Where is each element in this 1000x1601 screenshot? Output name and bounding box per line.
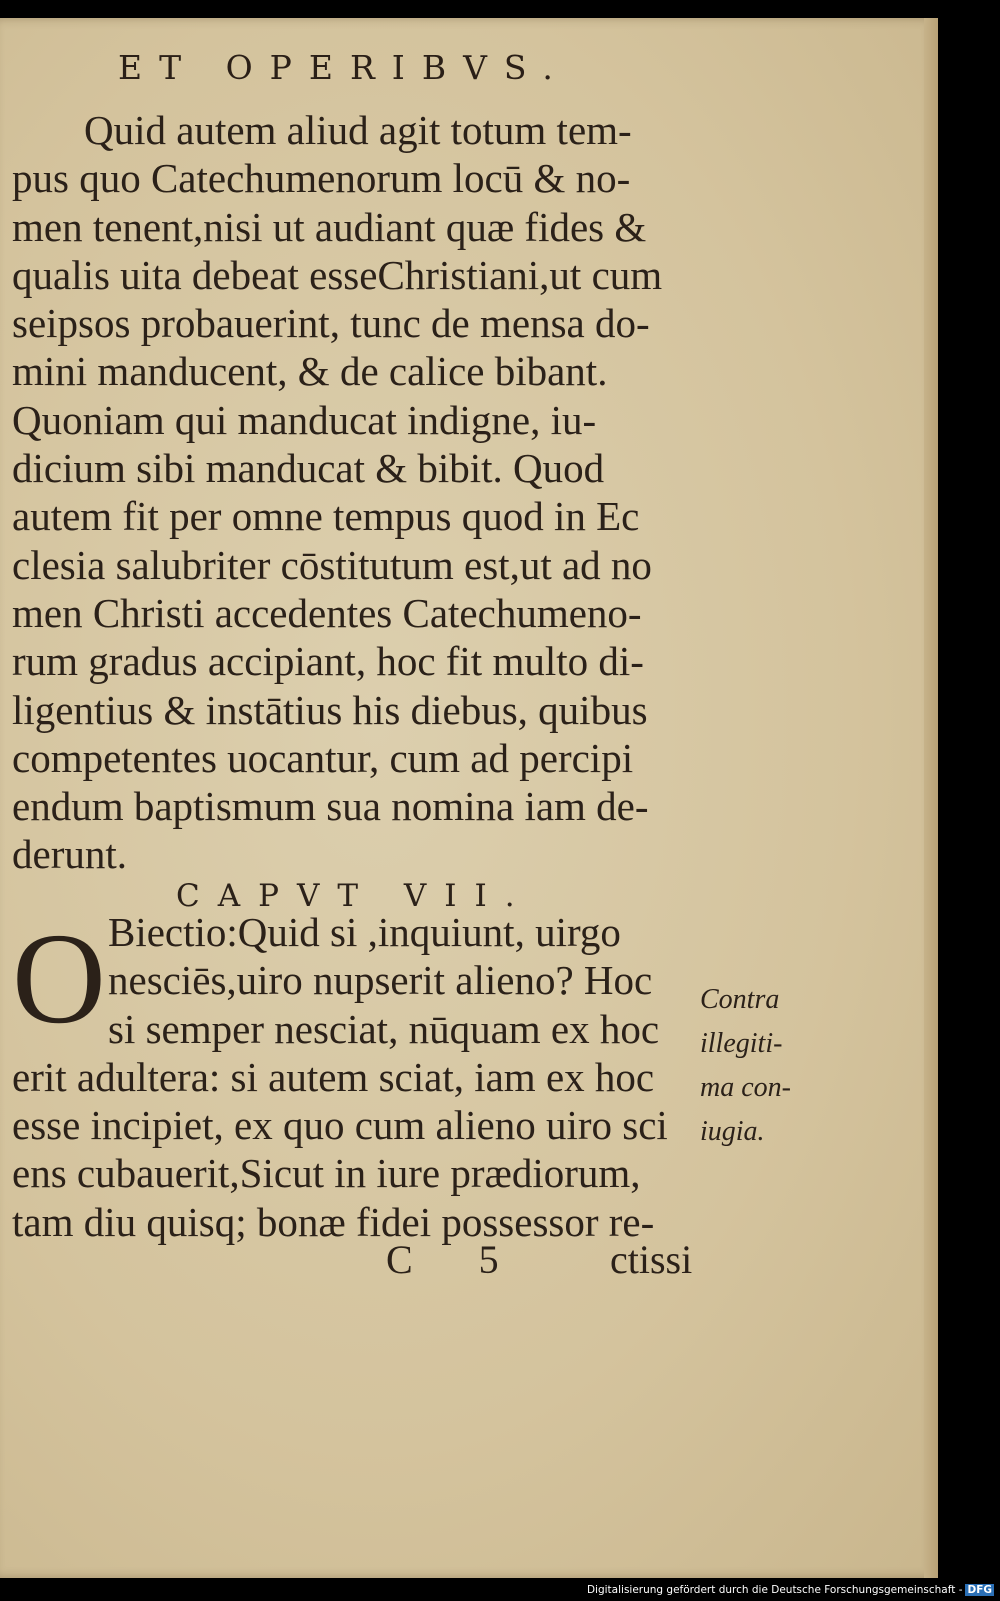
marginal-line: illegiti- <box>700 1028 783 1059</box>
text-line: men tenent,nisi ut audiant quæ fides & <box>12 203 647 250</box>
chapter-paragraph <box>12 908 712 1246</box>
text-line: dicium sibi manducat & bibit. Quod <box>12 445 605 492</box>
text-line: nesciēs,uiro nupserit alieno? Hoc <box>108 957 653 1004</box>
credit-text: Digitalisierung gefördert durch die Deutsche Forschungsgemeinschaft - <box>586 1584 963 1596</box>
text-line: esse incipiet, ex quo cum alieno uiro sci <box>12 1102 668 1149</box>
marginal-note <box>700 978 840 1154</box>
signature-mark: C 5 <box>386 1237 527 1282</box>
running-head: ET OPERIBVS. <box>118 48 570 87</box>
footer-credit <box>587 1584 994 1596</box>
text-line: qualis uita debeat esseChristiani,ut cum <box>12 251 663 298</box>
text-line: derunt. <box>12 831 127 878</box>
text-line: Quoniam qui manducat indigne, iu- <box>12 396 597 443</box>
marginal-line: iugia. <box>700 1116 765 1147</box>
text-line: mini manducent, & de calice bibant. <box>12 348 608 395</box>
text-line: rum gradus accipiant, hoc fit multo di- <box>12 638 644 685</box>
chapter-heading: CAPVT VII. <box>176 878 533 914</box>
marginal-line: ma con- <box>700 1072 791 1103</box>
text-line: seipsos probauerint, tunc de mensa do- <box>12 300 650 347</box>
text-line: competentes uocantur, cum ad percipi <box>12 734 634 781</box>
text-line: ens cubauerit,Sicut in iure prædiorum, <box>12 1150 641 1197</box>
text-line: ligentius & instātius his diebus, quibus <box>12 686 648 733</box>
text-line: Quid autem aliud agit totum tem- <box>84 107 632 153</box>
dfg-logo: DFG <box>967 1584 992 1596</box>
marginal-line: Contra <box>700 984 780 1015</box>
paragraph <box>12 106 712 879</box>
text-line: autem fit per omne tempus quod in Ec <box>12 493 640 540</box>
text-line: pus quo Catechumenorum locū & no- <box>12 155 631 202</box>
text-line: clesia salubriter cōstitutum est,ut ad no <box>12 541 652 588</box>
text-line: erit adultera: si autem sciat, iam ex hoc <box>12 1053 655 1100</box>
text-line: endum baptismum sua nomina iam de- <box>12 783 649 830</box>
catchword: ctissi <box>610 1237 693 1282</box>
text-line: si semper nesciat, nūquam ex hoc <box>108 1005 660 1052</box>
text-line: men Christi accedentes Catechumeno- <box>12 589 642 636</box>
text-line: tam diu quisq; bonæ fidei possessor re- <box>12 1198 655 1245</box>
drop-cap: O <box>12 907 106 1051</box>
text-line: Biectio:Quid si ,inquiunt, uirgo <box>108 909 621 955</box>
page-edge <box>924 18 938 1578</box>
